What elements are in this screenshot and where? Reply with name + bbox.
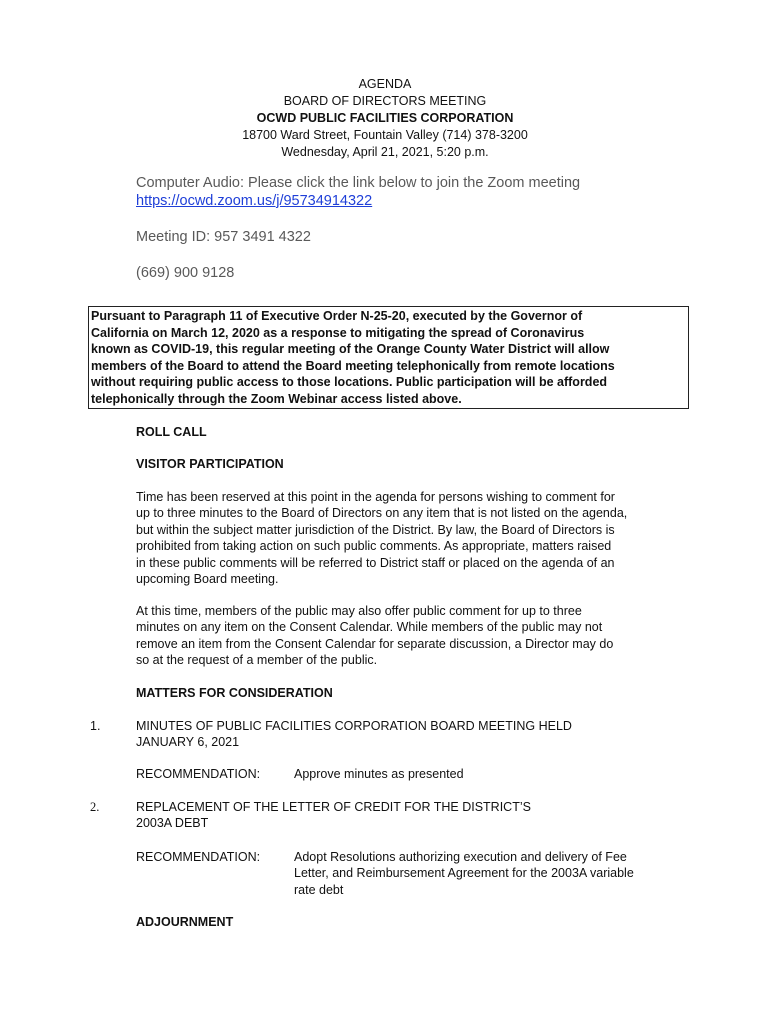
- recommendation-line: Letter, and Reimbursement Agreement for the 2003A variable: [294, 866, 634, 881]
- notice-line: California on March 12, 2020 as a response to mitigating the spread of Coronavirus: [91, 325, 585, 340]
- zoom-info: [136, 174, 580, 282]
- matters-heading: MATTERS FOR CONSIDERATION: [136, 686, 333, 700]
- notice-line: known as COVID-19, this regular meeting of the Orange County Water District will allow: [91, 342, 610, 356]
- meeting-id: Meeting ID: 957 3491 4322: [136, 229, 311, 245]
- visitor-paragraph-2: [136, 603, 676, 669]
- recommendation-text: [294, 849, 694, 898]
- meeting-type: BOARD OF DIRECTORS MEETING: [283, 94, 487, 108]
- address-phone: 18700 Ward Street, Fountain Valley (714) 378-3200: [242, 128, 528, 142]
- paragraph-line: prohibited from taking action on such public comments. As appropriate, matters raised: [136, 539, 612, 554]
- paragraph-line: so at the request of a member of the public.: [136, 653, 378, 668]
- item-title-line: JANUARY 6, 2021: [136, 735, 240, 750]
- notice-line: without requiring public access to those locations. Public participation will be afforded: [91, 375, 608, 389]
- recommendation-line: Approve minutes as presented: [294, 767, 464, 781]
- visitor-paragraph-1: [136, 489, 676, 587]
- agenda-header: [0, 76, 770, 161]
- item-number: 1.: [90, 719, 101, 733]
- item-title: [136, 799, 676, 832]
- executive-order-notice: [88, 306, 689, 409]
- visitor-participation-heading: VISITOR PARTICIPATION: [136, 457, 284, 471]
- notice-line: telephonically through the Zoom Webinar access listed above.: [91, 391, 462, 406]
- recommendation-line: Adopt Resolutions authorizing execution and delivery of Fee: [294, 850, 627, 864]
- paragraph-line: At this time, members of the public may also offer public comment for up to three: [136, 604, 582, 618]
- item-number: 2.: [90, 800, 100, 814]
- recommendation-label: RECOMMENDATION:: [136, 767, 261, 781]
- paragraph-line: but within the subject matter jurisdiction of the District. By law, the Board of Directors is: [136, 522, 615, 537]
- paragraph-line: remove an item from the Consent Calendar for separate discussion, a Director may do: [136, 636, 614, 651]
- paragraph-line: upcoming Board meeting.: [136, 572, 279, 587]
- agenda-title: AGENDA: [358, 77, 412, 91]
- roll-call-heading: ROLL CALL: [136, 425, 207, 439]
- item-title-line: REPLACEMENT OF THE LETTER OF CREDIT FOR THE DISTRICT’S: [136, 800, 531, 814]
- organization-name: OCWD PUBLIC FACILITIES CORPORATION: [256, 111, 514, 125]
- adjournment-heading: ADJOURNMENT: [136, 915, 234, 929]
- notice-line: Pursuant to Paragraph 11 of Executive Order N-25-20, executed by the Governor of: [91, 309, 583, 323]
- paragraph-line: Time has been reserved at this point in the agenda for persons wishing to comment for: [136, 490, 615, 504]
- paragraph-line: minutes on any item on the Consent Calendar. While members of the public may not: [136, 620, 603, 635]
- computer-audio-text: Computer Audio: Please click the link below to join the Zoom meeting: [136, 175, 581, 191]
- recommendation-label: RECOMMENDATION:: [136, 850, 261, 864]
- item-title-line: MINUTES OF PUBLIC FACILITIES CORPORATION BOARD MEETING HELD: [136, 719, 572, 733]
- paragraph-line: up to three minutes to the Board of Directors on any item that is not listed on the agenda,: [136, 506, 628, 521]
- zoom-meeting-link[interactable]: https://ocwd.zoom.us/j/95734914322: [136, 193, 373, 209]
- item-title-line: 2003A DEBT: [136, 816, 209, 831]
- recommendation-line: rate debt: [294, 882, 344, 897]
- paragraph-line: in these public comments will be referred to District staff or placed on the agenda of an: [136, 555, 615, 570]
- notice-line: members of the Board to attend the Board meeting telephonically from remote locations: [91, 358, 615, 373]
- dial-in-phone: (669) 900 9128: [136, 265, 235, 281]
- item-title: [136, 718, 676, 751]
- recommendation-text: [294, 766, 694, 782]
- meeting-date: Wednesday, April 21, 2021, 5:20 p.m.: [281, 145, 489, 159]
